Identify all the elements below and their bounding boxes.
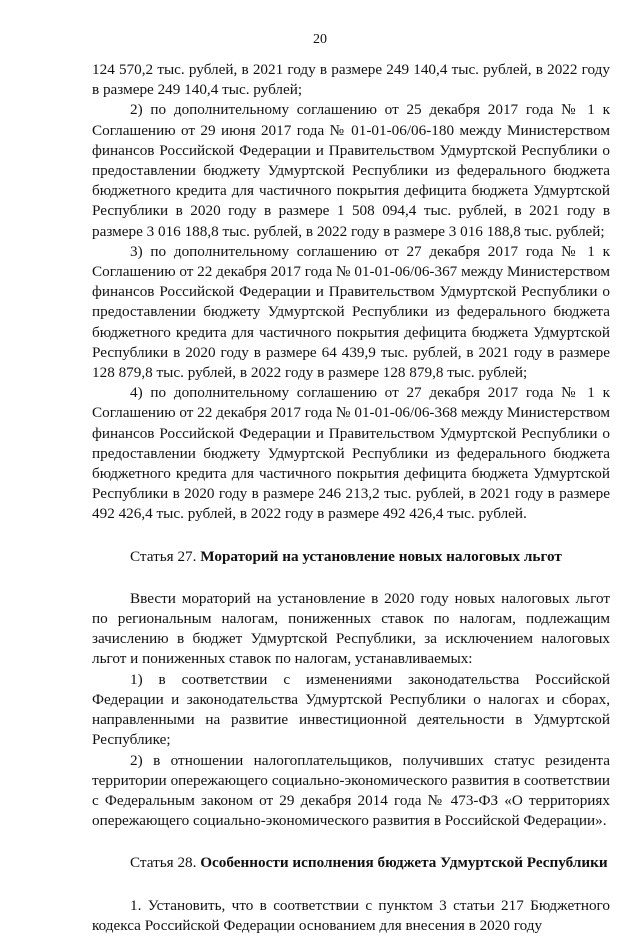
article-27-heading [92,547,610,567]
article-28-title: Особенности исполнения бюджета Удмуртской Республики [200,854,608,872]
article-28-paragraph: 1. Установить, что в соответствии с пунктом 3 статьи 217 Бюджетного кодекса Российской Федерации основанием для внесения в 2020 году [92,896,610,934]
page-number: 20 [313,32,327,47]
article-27-prefix: Статья 27. [130,547,201,565]
document-body [92,60,610,936]
article-28-prefix: Статья 28. [130,854,201,872]
paragraph-item-3: 3) по дополнительному соглашению от 27 декабря 2017 года № 1 к Соглашению от 22 декабря 2017 года № 01-01-06/06-367 между Министерством финансов Российской Федерации и Правительством Удмуртской Республики о предоставлении бюджету Удмуртской Республики из федерального бюджета бюджетного кредита для частичного покрытия дефицита бюджета Удмуртской Республики в 2020 году в размере 64 439,9 тыс. рублей, в 2021 году в размере 128 879,8 тыс. рублей, в 2022 году в размере 128 879,8 тыс. рублей; [92,242,610,382]
article-27-paragraph: 2) в отношении налогоплательщиков, получивших статус резидента территории опережающего социально-экономического развития в соответствии с Федеральным законом от 29 декабря 2014 года № 473-ФЗ «О территориях опережающего социально-экономического развития в Российской Федерации». [92,751,610,830]
paragraph-item-4: 4) по дополнительному соглашению от 27 декабря 2017 года № 1 к Соглашению от 22 декабря 2017 года № 01-01-06/06-368 между Министерством финансов Российской Федерации и Правительством Удмуртской Республики о предоставлении бюджету Удмуртской Республики из федерального бюджета бюджетного кредита для частичного покрытия дефицита бюджета Удмуртской Республики в 2020 году в размере 246 213,2 тыс. рублей, в 2021 году в размере 492 426,4 тыс. рублей, в 2022 году в размере 492 426,4 тыс. рублей. [92,384,610,523]
article-27-paragraph: Ввести мораторий на установление в 2020 году новых налоговых льгот по региональным налогам, пониженных ставок по налогам, подлежащим зачислению в бюджет Удмуртской Республики, за исключением налоговых льгот и пониженных ставок по налогам, устанавливаемых: [92,589,610,668]
article-27-paragraph: 1) в соответствии с изменениями законодательства Российской Федерации и законодательства Удмуртской Республики о налогах и сборах, направленными на развитие инвестиционной деятельности в Удмуртской Республике; [92,670,610,749]
paragraph-continuation: 124 570,2 тыс. рублей, в 2021 году в размере 249 140,4 тыс. рублей, в 2022 году в размере 249 140,4 тыс. рублей; [92,61,610,99]
article-27-title: Мораторий на установление новых налоговых льгот [200,547,562,565]
paragraph-item-2: 2) по дополнительному соглашению от 25 декабря 2017 года № 1 к Соглашению от 29 июня 2017 года № 01-01-06/06-180 между Министерством финансов Российской Федерации и Правительством Удмуртской Республики о предоставлении бюджету Удмуртской Республики из федерального бюджета бюджетного кредита для частичного покрытия дефицита бюджета Удмуртской Республики в 2020 году в размере 1 508 094,4 тыс. рублей, в 2021 году в размере 3 016 188,8 тыс. рублей, в 2022 году в размере 3 016 188,8 тыс. рублей; [92,101,610,240]
article-28-heading [92,853,610,873]
